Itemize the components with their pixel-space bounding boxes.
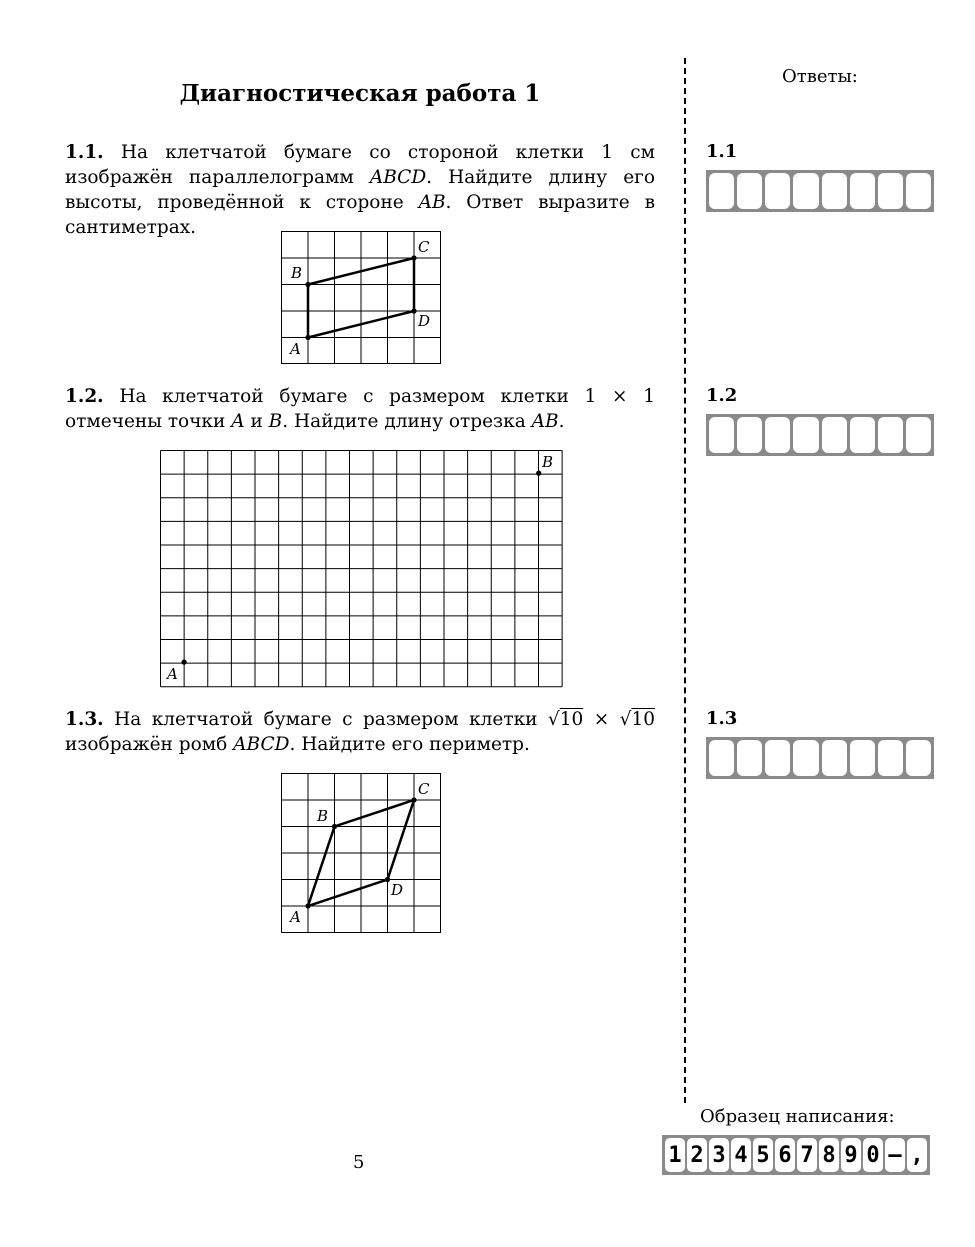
sample-char: – [885, 1138, 905, 1172]
answer-box-1-1[interactable] [706, 170, 934, 212]
answer-box-1-3[interactable] [706, 737, 934, 779]
sample-char: 5 [753, 1138, 773, 1172]
page-number: 5 [353, 1152, 365, 1173]
label-a: A [167, 665, 178, 683]
sample-char: 0 [863, 1138, 883, 1172]
parallelogram-figure [278, 228, 446, 368]
problem-1-1: 1.1. На клетчатой бумаге со стороной клетки 1 см изображён параллелограмм ABCD. Найдите длину его высоты, проведённой к стороне AB. Ответ выразите в сантиметрах. [65, 142, 656, 238]
problem-number: 1.3. [65, 709, 104, 730]
segment-grid-figure [157, 447, 567, 690]
label-c: C [418, 238, 430, 256]
sample-char: 2 [687, 1138, 707, 1172]
label-d: D [391, 881, 404, 899]
label-a: A [290, 908, 301, 926]
answers-heading: Ответы: [782, 66, 858, 87]
rhombus-figure [278, 770, 446, 936]
label-c: C [418, 780, 430, 798]
sample-char: 4 [731, 1138, 751, 1172]
label-b: B [291, 264, 303, 282]
sample-char: , [907, 1138, 927, 1172]
sample-char: 6 [775, 1138, 795, 1172]
sample-char: 8 [819, 1138, 839, 1172]
label-b: B [542, 453, 554, 471]
label-d: D [418, 312, 431, 330]
answer-number-1-3: 1.3 [706, 708, 738, 729]
page-title: Диагностическая работа 1 [179, 80, 541, 107]
label-a: A [290, 340, 301, 358]
sample-writing-box [662, 1135, 930, 1175]
sample-char: 7 [797, 1138, 817, 1172]
dashed-divider [684, 58, 686, 1103]
problem-1-2: 1.2. На клетчатой бумаге с размером клетки 1 × 1 отмечены точки A и B. Найдите длину отрезка AB. [65, 386, 655, 432]
sample-char: 1 [665, 1138, 685, 1172]
sample-char: 3 [709, 1138, 729, 1172]
label-b: B [317, 807, 329, 825]
problem-number: 1.2. [65, 386, 104, 407]
answer-box-1-2[interactable] [706, 414, 934, 456]
sample-char: 9 [841, 1138, 861, 1172]
problem-1-3: 1.3. На клетчатой бумаге с размером клетки √10 × √10 изображён ромб ABCD. Найдите его периметр. [65, 709, 655, 755]
answer-number-1-1: 1.1 [706, 141, 738, 162]
answer-number-1-2: 1.2 [706, 385, 738, 406]
sample-heading: Образец написания: [700, 1106, 895, 1127]
problem-number: 1.1. [65, 142, 104, 163]
